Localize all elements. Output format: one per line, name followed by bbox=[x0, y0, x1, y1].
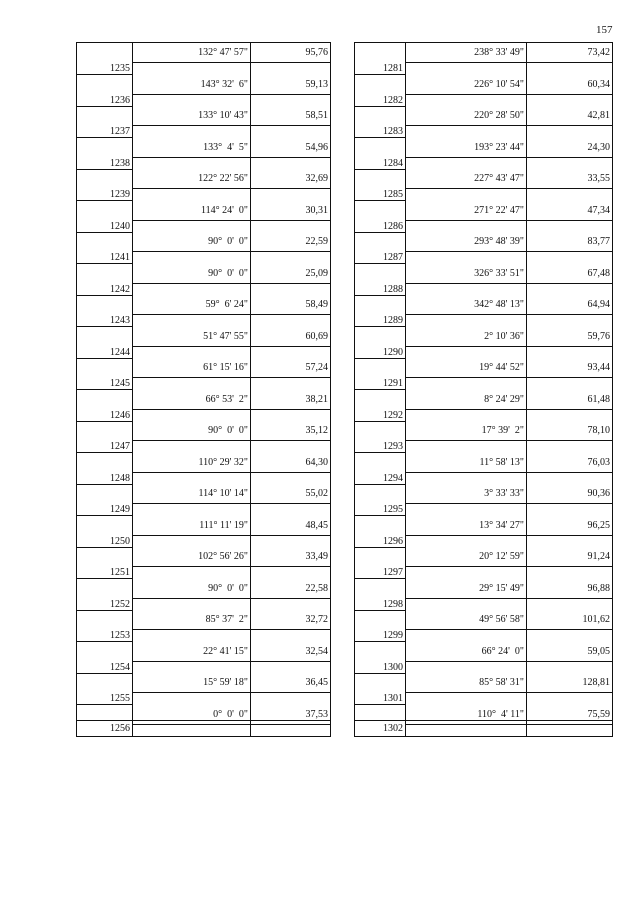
table-row bbox=[77, 579, 330, 611]
table-row bbox=[355, 138, 612, 170]
station-number: 1300 bbox=[355, 661, 405, 674]
table-row bbox=[77, 390, 330, 422]
table-row bbox=[77, 610, 330, 642]
table-row bbox=[77, 642, 330, 674]
table-row bbox=[355, 421, 612, 453]
angle-cell: 122° 22' 56" bbox=[132, 169, 250, 189]
table-row bbox=[77, 201, 330, 233]
distance-cell: 83,77 bbox=[526, 232, 612, 252]
distance-cell: 32,72 bbox=[250, 610, 330, 630]
table-row bbox=[77, 43, 330, 75]
angle-cell: 271° 22' 47" bbox=[405, 201, 526, 221]
distance-cell: 22,58 bbox=[250, 579, 330, 599]
angle-cell: 51° 47' 55" bbox=[132, 327, 250, 347]
station-number: 1243 bbox=[77, 314, 132, 327]
distance-cell: 58,49 bbox=[250, 295, 330, 315]
station-number: 1296 bbox=[355, 535, 405, 548]
station-number: 1248 bbox=[77, 472, 132, 485]
distance-cell: 61,48 bbox=[526, 390, 612, 410]
table-row bbox=[355, 358, 612, 390]
station-number: 1298 bbox=[355, 598, 405, 611]
table-row bbox=[355, 295, 612, 327]
distance-cell: 59,13 bbox=[250, 75, 330, 95]
distance-cell: 48,45 bbox=[250, 516, 330, 536]
angle-cell: 114° 10' 14" bbox=[132, 484, 250, 504]
distance-cell: 59,05 bbox=[526, 642, 612, 662]
table-row bbox=[77, 358, 330, 390]
angle-cell: 133° 10' 43" bbox=[132, 106, 250, 126]
distance-cell: 96,88 bbox=[526, 579, 612, 599]
table-row bbox=[77, 453, 330, 485]
distance-cell: 91,24 bbox=[526, 547, 612, 567]
angle-cell: 133° 4' 5" bbox=[132, 138, 250, 158]
table-row bbox=[355, 484, 612, 516]
station-number: 1294 bbox=[355, 472, 405, 485]
station-number: 1249 bbox=[77, 503, 132, 516]
station-number: 1285 bbox=[355, 188, 405, 201]
angle-cell: 326° 33' 51" bbox=[405, 264, 526, 284]
distance-cell: 35,12 bbox=[250, 421, 330, 441]
distance-cell: 64,30 bbox=[250, 453, 330, 473]
station-number: 1246 bbox=[77, 409, 132, 422]
station-number: 1251 bbox=[77, 566, 132, 579]
distance-cell: 67,48 bbox=[526, 264, 612, 284]
distance-cell: 37,53 bbox=[250, 705, 330, 725]
angle-cell: 8° 24' 29" bbox=[405, 390, 526, 410]
row-divider bbox=[355, 720, 612, 721]
distance-cell: 33,49 bbox=[250, 547, 330, 567]
table-row bbox=[77, 169, 330, 201]
table-row bbox=[355, 264, 612, 296]
table-row bbox=[77, 484, 330, 516]
table-row bbox=[355, 232, 612, 264]
angle-cell: 111° 11' 19" bbox=[132, 516, 250, 536]
distance-cell: 75,59 bbox=[526, 705, 612, 725]
station-number: 1301 bbox=[355, 692, 405, 705]
distance-cell: 76,03 bbox=[526, 453, 612, 473]
angle-cell: 85° 58' 31" bbox=[405, 673, 526, 693]
station-number: 1235 bbox=[77, 62, 132, 75]
angle-cell: 220° 28' 50" bbox=[405, 106, 526, 126]
table-row bbox=[355, 201, 612, 233]
angle-cell: 90° 0' 0" bbox=[132, 264, 250, 284]
angle-cell: 19° 44' 52" bbox=[405, 358, 526, 378]
angle-cell: 0° 0' 0" bbox=[132, 705, 250, 725]
distance-cell: 93,44 bbox=[526, 358, 612, 378]
angle-cell: 59° 6' 24" bbox=[132, 295, 250, 315]
distance-cell: 57,24 bbox=[250, 358, 330, 378]
table-row bbox=[77, 232, 330, 264]
angle-cell: 132° 47' 57" bbox=[132, 43, 250, 63]
station-number: 1302 bbox=[383, 723, 403, 734]
angle-cell: 66° 24' 0" bbox=[405, 642, 526, 662]
angle-cell: 102° 56' 26" bbox=[132, 547, 250, 567]
station-number: 1288 bbox=[355, 283, 405, 296]
distance-cell: 25,09 bbox=[250, 264, 330, 284]
station-number: 1239 bbox=[77, 188, 132, 201]
distance-cell: 59,76 bbox=[526, 327, 612, 347]
table-row bbox=[77, 75, 330, 107]
station-number: 1283 bbox=[355, 125, 405, 138]
distance-cell: 64,94 bbox=[526, 295, 612, 315]
distance-cell: 78,10 bbox=[526, 421, 612, 441]
table-row bbox=[355, 75, 612, 107]
distance-cell: 22,59 bbox=[250, 232, 330, 252]
angle-cell: 85° 37' 2" bbox=[132, 610, 250, 630]
table-row bbox=[355, 579, 612, 611]
distance-cell: 73,42 bbox=[526, 43, 612, 63]
station-number: 1240 bbox=[77, 220, 132, 233]
row-divider bbox=[77, 720, 330, 721]
table-row bbox=[77, 516, 330, 548]
table-row bbox=[77, 264, 330, 296]
distance-cell: 90,36 bbox=[526, 484, 612, 504]
station-number: 1253 bbox=[77, 629, 132, 642]
table-row bbox=[77, 547, 330, 579]
angle-cell: 114° 24' 0" bbox=[132, 201, 250, 221]
distance-cell: 30,31 bbox=[250, 201, 330, 221]
angle-cell: 227° 43' 47" bbox=[405, 169, 526, 189]
station-number: 1295 bbox=[355, 503, 405, 516]
station-number: 1256 bbox=[110, 723, 130, 734]
angle-cell: 49° 56' 58" bbox=[405, 610, 526, 630]
station-number: 1282 bbox=[355, 94, 405, 107]
angle-cell: 90° 0' 0" bbox=[132, 421, 250, 441]
angle-cell: 15° 59' 18" bbox=[132, 673, 250, 693]
angle-cell: 90° 0' 0" bbox=[132, 579, 250, 599]
station-number: 1291 bbox=[355, 377, 405, 390]
angle-cell: 342° 48' 13" bbox=[405, 295, 526, 315]
station-number: 1244 bbox=[77, 346, 132, 359]
distance-cell: 36,45 bbox=[250, 673, 330, 693]
table-row bbox=[77, 295, 330, 327]
distance-cell: 55,02 bbox=[250, 484, 330, 504]
station-number: 1245 bbox=[77, 377, 132, 390]
angle-cell: 20° 12' 59" bbox=[405, 547, 526, 567]
distance-cell: 58,51 bbox=[250, 106, 330, 126]
angle-cell: 226° 10' 54" bbox=[405, 75, 526, 95]
angle-cell: 238° 33' 49" bbox=[405, 43, 526, 63]
distance-cell: 101,62 bbox=[526, 610, 612, 630]
station-number: 1252 bbox=[77, 598, 132, 611]
table-row bbox=[355, 169, 612, 201]
table-row bbox=[355, 516, 612, 548]
angle-cell: 293° 48' 39" bbox=[405, 232, 526, 252]
station-number: 1247 bbox=[77, 440, 132, 453]
table-row bbox=[77, 106, 330, 138]
angle-cell: 3° 33' 33" bbox=[405, 484, 526, 504]
survey-table-right bbox=[354, 42, 613, 737]
distance-cell: 60,34 bbox=[526, 75, 612, 95]
distance-cell: 32,69 bbox=[250, 169, 330, 189]
station-number: 1289 bbox=[355, 314, 405, 327]
table-row bbox=[355, 43, 612, 75]
station-number: 1290 bbox=[355, 346, 405, 359]
angle-cell: 2° 10' 36" bbox=[405, 327, 526, 347]
station-number: 1241 bbox=[77, 251, 132, 264]
table-row bbox=[77, 138, 330, 170]
distance-cell: 24,30 bbox=[526, 138, 612, 158]
distance-cell: 47,34 bbox=[526, 201, 612, 221]
angle-cell: 90° 0' 0" bbox=[132, 232, 250, 252]
angle-cell: 29° 15' 49" bbox=[405, 579, 526, 599]
table-row bbox=[355, 673, 612, 705]
page-number: 157 bbox=[596, 24, 613, 36]
angle-cell: 17° 39' 2" bbox=[405, 421, 526, 441]
station-number: 1286 bbox=[355, 220, 405, 233]
angle-cell: 110° 29' 32" bbox=[132, 453, 250, 473]
distance-cell: 38,21 bbox=[250, 390, 330, 410]
angle-cell: 110° 4' 11" bbox=[405, 705, 526, 725]
table-row bbox=[355, 453, 612, 485]
station-number: 1250 bbox=[77, 535, 132, 548]
station-number: 1284 bbox=[355, 157, 405, 170]
station-number: 1254 bbox=[77, 661, 132, 674]
station-number: 1297 bbox=[355, 566, 405, 579]
table-row bbox=[355, 327, 612, 359]
angle-cell: 22° 41' 15" bbox=[132, 642, 250, 662]
distance-cell: 42,81 bbox=[526, 106, 612, 126]
distance-cell: 96,25 bbox=[526, 516, 612, 536]
table-row bbox=[77, 421, 330, 453]
table-row bbox=[77, 673, 330, 705]
table-row bbox=[355, 547, 612, 579]
distance-cell: 32,54 bbox=[250, 642, 330, 662]
station-number: 1255 bbox=[77, 692, 132, 705]
station-number: 1293 bbox=[355, 440, 405, 453]
distance-cell: 54,96 bbox=[250, 138, 330, 158]
table-row bbox=[355, 610, 612, 642]
angle-cell: 61° 15' 16" bbox=[132, 358, 250, 378]
station-number: 1281 bbox=[355, 62, 405, 75]
station-number: 1242 bbox=[77, 283, 132, 296]
angle-cell: 11° 58' 13" bbox=[405, 453, 526, 473]
table-row bbox=[355, 390, 612, 422]
station-number: 1236 bbox=[77, 94, 132, 107]
angle-cell: 143° 32' 6" bbox=[132, 75, 250, 95]
table-row bbox=[355, 642, 612, 674]
table-row bbox=[77, 327, 330, 359]
distance-cell: 95,76 bbox=[250, 43, 330, 63]
station-number: 1299 bbox=[355, 629, 405, 642]
distance-cell: 33,55 bbox=[526, 169, 612, 189]
station-number: 1238 bbox=[77, 157, 132, 170]
angle-cell: 193° 23' 44" bbox=[405, 138, 526, 158]
station-number: 1292 bbox=[355, 409, 405, 422]
station-number: 1237 bbox=[77, 125, 132, 138]
distance-cell: 128,81 bbox=[526, 673, 612, 693]
distance-cell: 60,69 bbox=[250, 327, 330, 347]
station-number: 1287 bbox=[355, 251, 405, 264]
survey-table-left bbox=[76, 42, 331, 737]
angle-cell: 13° 34' 27" bbox=[405, 516, 526, 536]
table-row bbox=[355, 106, 612, 138]
angle-cell: 66° 53' 2" bbox=[132, 390, 250, 410]
